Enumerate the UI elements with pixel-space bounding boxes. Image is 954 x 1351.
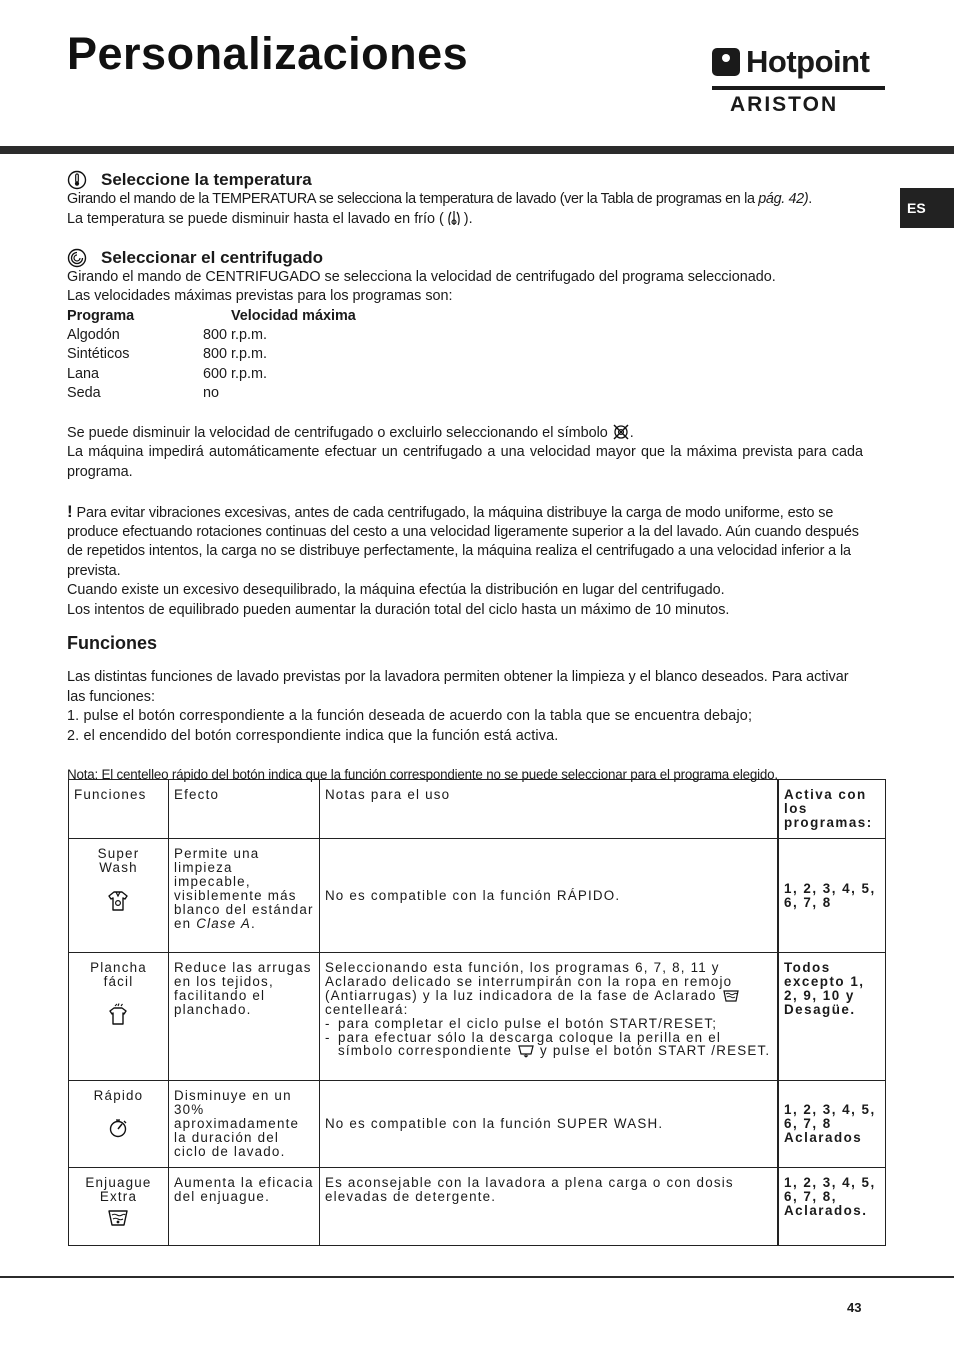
spin-paragraph-4: La máquina impedirá automáticamente efectuar un centrifugado a una velocidad mayor que la máxima prevista para cada programa. (67, 444, 863, 480)
speed-header-program: Programa (67, 307, 135, 324)
table-row (69, 1081, 886, 1168)
temperature-heading-text: Seleccione la temperatura (101, 170, 312, 190)
list-item: - para efectuar sólo la descarga coloque la perilla en el símbolo correspondiente y pulse el botón START /RESET. (324, 1029, 771, 1059)
header-programs: Activa con los programas: (778, 780, 886, 839)
functions-heading: Funciones (67, 633, 158, 654)
functions-table (68, 779, 886, 1246)
programs-rapido: 1, 2, 3, 4, 5, 6, 7, 8 Aclarados (778, 1081, 886, 1168)
spin-paragraph-3: Se puede disminuir la velocidad de centrifugado o excluirlo seleccionando el símbolo . (67, 425, 634, 442)
drain-icon (517, 1044, 535, 1057)
page-reference: pág. 42) (758, 191, 809, 207)
super-wash-icon (106, 889, 130, 913)
speed-row: Lana 600 r.p.m. (67, 365, 267, 382)
function-name: Rápido (93, 1088, 144, 1103)
speed-row: Algodón 800 r.p.m. (67, 327, 267, 344)
spin-warning-2: Cuando existe un excesivo desequilibrado, la máquina efectúa la distribución en lugar del centrifugado. (67, 582, 725, 599)
notes-plancha-facil: Seleccionando esta función, los programas 6, 7, 8, 11 y Aclarado delicado se interrumpirán con la ropa en remojo (Antiarrugas) y la luz indicadora de la fase de Aclarado centelleará: - para completar el ciclo pulse el botón START/RESET; - para efectuar sólo la descarga coloque la perilla en el símbolo correspondiente y pulse el botón START /RESET. (319, 953, 778, 1081)
functions-note: Nota: El centelleo rápido del botón indica que la función correspondiente no se puede seleccionar para el programa elegido. (67, 767, 778, 783)
rinse-icon (722, 989, 740, 1002)
header-effect: Efecto (168, 780, 319, 839)
functions-step-1: 1. pulse el botón correspondiente a la función deseada de acuerdo con la tabla que se encuentra debajo; (67, 708, 753, 725)
quick-wash-icon (107, 1117, 129, 1139)
table-row (69, 953, 886, 1081)
function-super-wash (69, 839, 169, 953)
logo-sub-text: ARISTON (730, 93, 839, 116)
table-header-row (69, 780, 886, 839)
effect-rapido: Disminuye en un 30% aproximadamente la duración del ciclo de lavado. (168, 1081, 319, 1168)
function-plancha-facil (69, 953, 169, 1081)
page-title: Personalizaciones (67, 28, 469, 79)
temperature-heading (67, 170, 863, 190)
spin-paragraph-2: Las velocidades máximas previstas para los programas son: (67, 288, 453, 305)
effect-plancha-facil: Reduce las arrugas en los tejidos, facilitando el planchado. (168, 953, 319, 1081)
functions-intro: Las distintas funciones de lavado previstas por la lavadora permiten obtener la limpieza y el blanco deseados. Para activar las funciones: (67, 669, 849, 705)
notes-rapido: No es compatible con la función SUPER WASH. (319, 1081, 778, 1168)
table-row (69, 1168, 886, 1246)
speed-row: Seda no (67, 385, 220, 402)
programs-super-wash: 1, 2, 3, 4, 5, 6, 7, 8 (778, 839, 886, 953)
temperature-paragraph-1: Girando el mando de la TEMPERATURA se selecciona la temperatura de lavado (ver la Tabla de programas en la pág. 42). (67, 191, 812, 207)
language-tab: ES (900, 188, 954, 228)
notes-enjuague-extra: Es aconsejable con la lavadora a plena carga o con dosis elevadas de detergente. (319, 1168, 778, 1246)
spin-icon (67, 248, 87, 268)
functions-step-2: 2. el encendido del botón correspondiente indica que la función está activa. (67, 727, 559, 744)
logo-brand-text: Hotpoint (746, 44, 870, 79)
function-rapido (69, 1081, 169, 1168)
header-notes: Notas para el uso (319, 780, 778, 839)
spin-heading (67, 248, 863, 268)
effect-enjuague-extra: Aumenta la eficacia del enjuague. (168, 1168, 319, 1246)
header-functions: Funciones (69, 780, 169, 839)
table-row (69, 839, 886, 953)
spin-warning-3: Los intentos de equilibrado pueden aumentar la duración total del ciclo hasta un máximo de 10 minutos. (67, 601, 730, 618)
footer-rule (0, 1276, 954, 1278)
programs-enjuague-extra: 1, 2, 3, 4, 5, 6, 7, 8, Aclarados. (778, 1168, 886, 1246)
function-enjuague-extra (69, 1168, 169, 1246)
easy-iron-icon (106, 1003, 130, 1027)
main-content (67, 170, 863, 785)
spin-paragraph-1: Girando el mando de CENTRIFUGADO se selecciona la velocidad de centrifugado del programa seleccionado. (67, 268, 776, 285)
function-name: Plancha fácil (90, 960, 147, 989)
thermometer-icon (67, 170, 87, 190)
brand-logo (712, 44, 888, 124)
logo-mark-icon (712, 48, 740, 76)
header-rule (0, 146, 954, 154)
page-number: 43 (847, 1300, 862, 1315)
speed-row: Sintéticos 800 r.p.m. (67, 346, 267, 363)
temperature-paragraph-2: La temperatura se puede disminuir hasta el lavado en frío ( ). (67, 211, 473, 228)
logo-underline (712, 86, 885, 90)
speed-header-speed: Velocidad máxima (231, 307, 356, 324)
extra-rinse-icon (106, 1208, 130, 1228)
function-name: Super Wash (97, 846, 140, 875)
spin-exclusion-icon (612, 423, 630, 441)
function-name: Enjuague Extra (85, 1175, 152, 1204)
list-item: - para completar el ciclo pulse el botón START/RESET; (324, 1015, 718, 1031)
programs-plancha-facil: Todos excepto 1, 2, 9, 10 y Desagüe. (778, 953, 886, 1081)
effect-super-wash: Permite una limpieza impecable, visiblemente más blanco del estándar en Clase A. (168, 839, 319, 953)
warning-mark: ! (67, 501, 73, 521)
speed-table-header (67, 307, 863, 326)
notes-super-wash: No es compatible con la función RÁPIDO. (319, 839, 778, 953)
cold-wash-icon (446, 209, 462, 227)
spin-heading-text: Seleccionar el centrifugado (101, 248, 324, 268)
spin-warning: ! Para evitar vibraciones excesivas, antes de cada centrifugado, la máquina distribuye la carga de modo uniforme, esto se produce efectuando rotaciones continuas del cesto a una velocidad ligeramente superior a la del lavado. Aún cuando después de repetidos intentos, la carga no se distribuye perfectamente, la máquina realiza el centrifugado a una velocidad inferior a la prevista. (67, 501, 859, 579)
